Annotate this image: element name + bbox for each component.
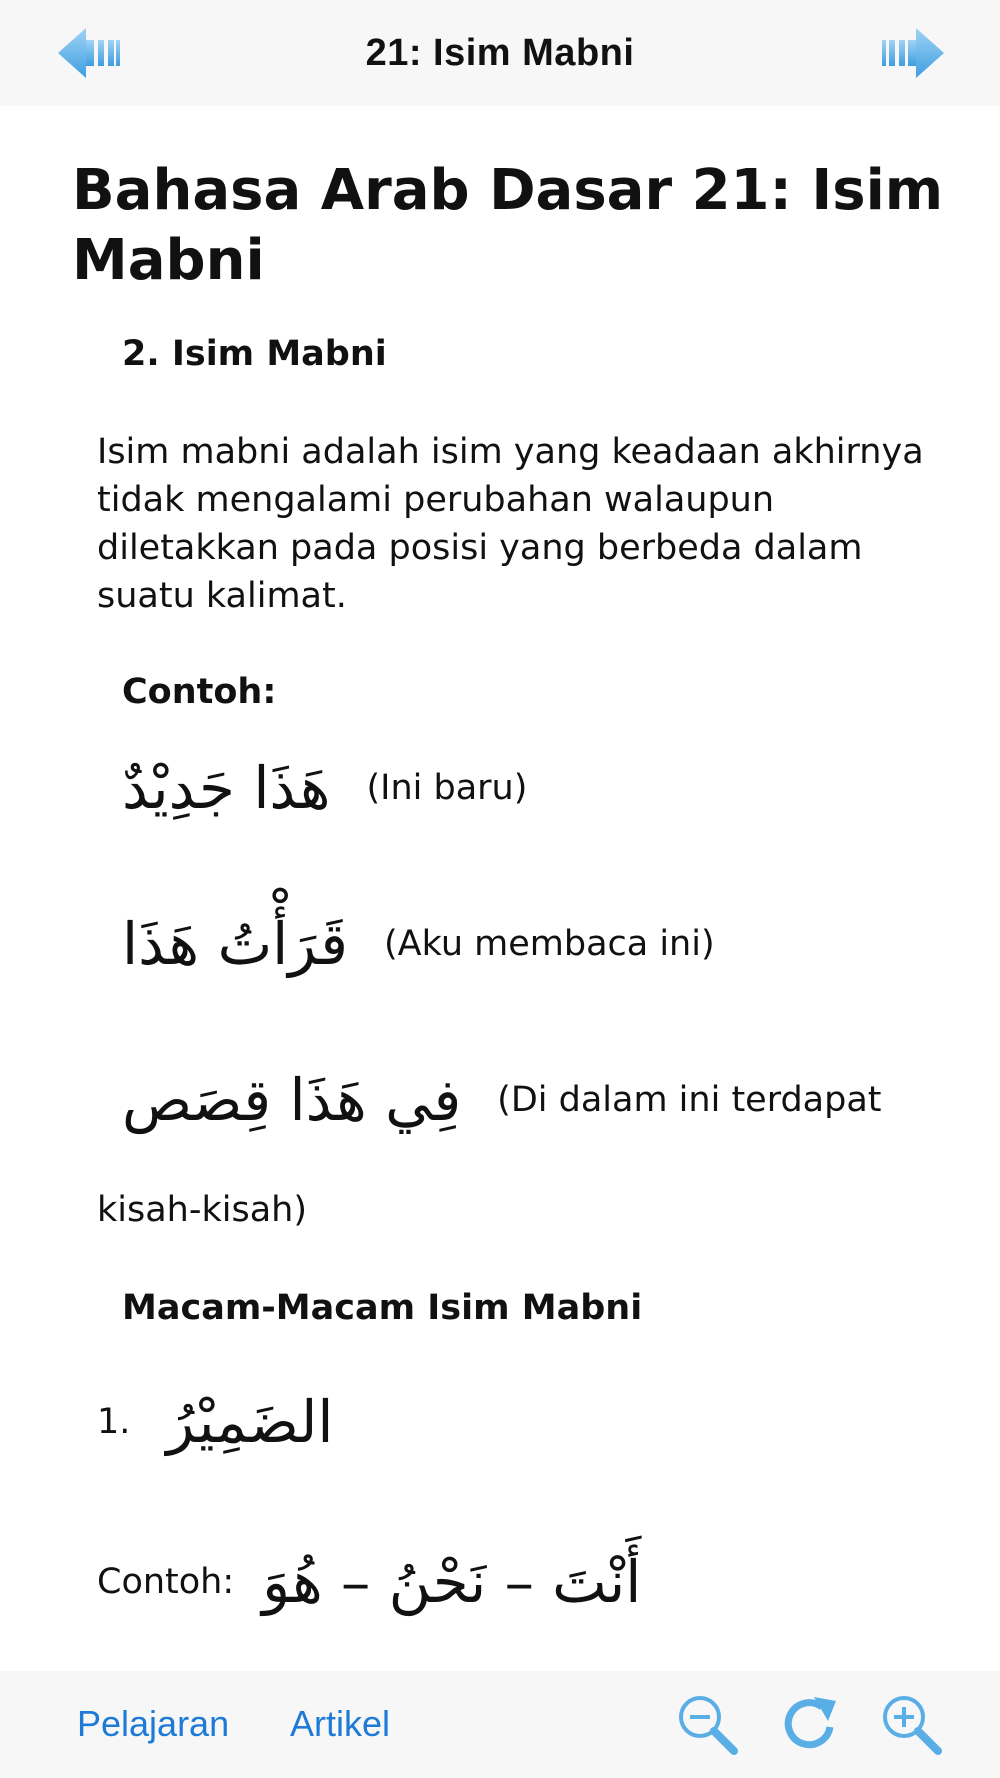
type-number: 1. xyxy=(97,1402,131,1442)
bottom-toolbar xyxy=(0,1671,1000,1778)
section-heading: 2. Isim Mabni xyxy=(122,334,387,374)
type-example-arabic: أَنْتَ – نَحْنُ – هُوَ xyxy=(262,1548,642,1616)
zoom-out-icon xyxy=(676,1693,740,1757)
refresh-button[interactable] xyxy=(778,1693,842,1757)
example-arabic: قَرَأْتُ هَذَا xyxy=(122,910,349,978)
type-arabic: الضَمِيْرُ xyxy=(166,1388,334,1456)
example-translation: (Di dalam ini terdapat xyxy=(497,1080,882,1120)
page-title: 21: Isim Mabni xyxy=(365,31,635,74)
example-translation: (Ini baru) xyxy=(366,768,528,808)
next-lesson-button[interactable] xyxy=(880,26,946,80)
zoom-in-button[interactable] xyxy=(880,1693,944,1757)
example-translation-continued: kisah-kisah) xyxy=(97,1190,307,1230)
type-example-row xyxy=(97,1548,641,1616)
types-heading: Macam-Macam Isim Mabni xyxy=(122,1288,643,1328)
example-arabic: هَذَا جَدِيْدٌ xyxy=(122,754,331,822)
arrow-left-icon xyxy=(56,26,122,80)
type-example-label: Contoh: xyxy=(97,1562,235,1602)
type-item-1 xyxy=(97,1388,334,1456)
example-arabic: فِي هَذَا قِصَص xyxy=(122,1066,462,1134)
zoom-out-button[interactable] xyxy=(676,1693,740,1757)
article-title: Bahasa Arab Dasar 21: Isim Mabni xyxy=(72,158,944,293)
articles-button[interactable]: Artikel xyxy=(290,1703,391,1744)
examples-heading: Contoh: xyxy=(122,672,277,712)
article-content[interactable] xyxy=(0,106,1000,1671)
example-row-1 xyxy=(122,754,527,822)
arrow-right-icon xyxy=(880,26,946,80)
example-translation: (Aku membaca ini) xyxy=(384,924,715,964)
example-row-3 xyxy=(122,1066,882,1134)
zoom-in-icon xyxy=(880,1693,944,1757)
refresh-icon xyxy=(778,1693,842,1757)
definition-paragraph: Isim mabni adalah isim yang keadaan akhirnya tidak mengalami perubahan walaupun diletakkan pada posisi yang berbeda dalam suatu kalimat. xyxy=(97,432,924,616)
lessons-button[interactable]: Pelajaran xyxy=(77,1703,230,1744)
top-navigation-bar xyxy=(0,0,1000,106)
previous-lesson-button[interactable] xyxy=(56,26,122,80)
example-row-2 xyxy=(122,910,715,978)
